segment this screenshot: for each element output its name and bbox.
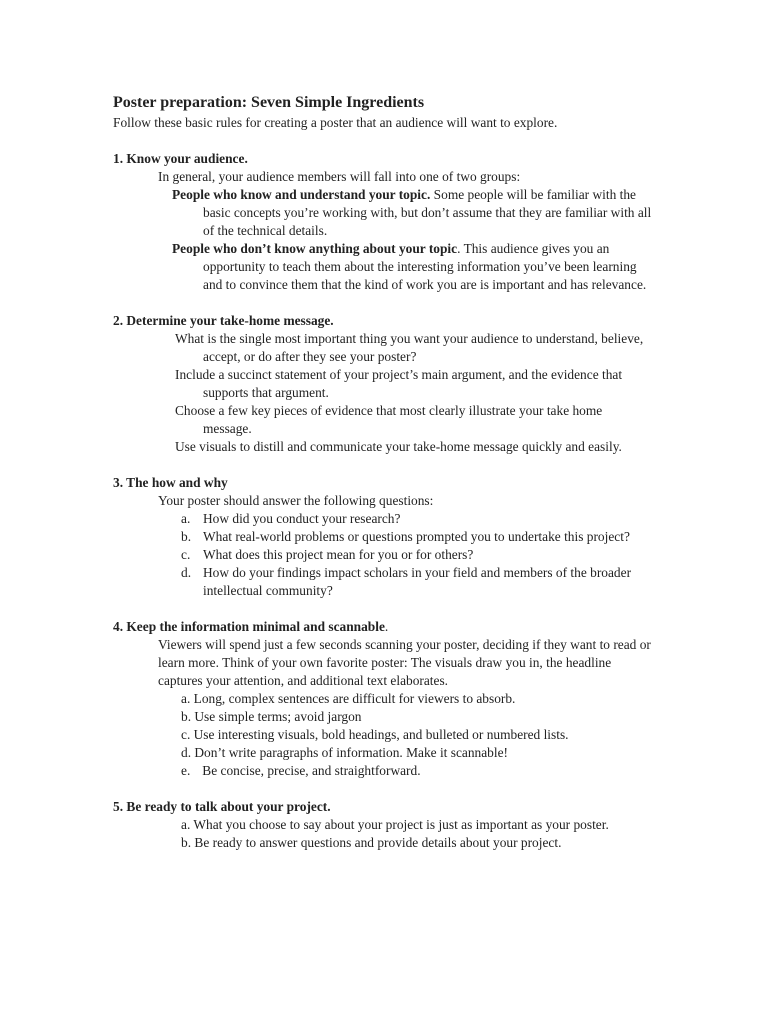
section-heading: 3. The how and why bbox=[113, 475, 228, 490]
list-item bbox=[181, 762, 653, 780]
section-lead: Viewers will spend just a few seconds scanning your poster, deciding if they want to read or learn more. Think of your own favorite poster: The visuals draw you in, the headline captures your attention, and additional text elaborates. bbox=[158, 637, 651, 688]
list-item: b. Use simple terms; avoid jargon bbox=[181, 709, 362, 724]
list-item: a. What you choose to say about your project is just as important as your poster. bbox=[181, 817, 609, 832]
list-item bbox=[113, 546, 653, 564]
section-lead: Your poster should answer the following questions: bbox=[158, 493, 434, 508]
section-lead: In general, your audience members will fall into one of two groups: bbox=[158, 169, 521, 184]
section-take-home-message bbox=[113, 312, 653, 456]
document-page bbox=[113, 93, 653, 852]
list-item: c. Use interesting visuals, bold headings, and bulleted or numbered lists. bbox=[181, 727, 569, 742]
section-heading bbox=[113, 618, 653, 636]
intro-text: Follow these basic rules for creating a poster that an audience will want to explore. bbox=[113, 115, 558, 130]
list-marker: c. bbox=[181, 547, 191, 562]
section-heading: 1. Know your audience. bbox=[113, 151, 248, 166]
list-item bbox=[113, 528, 653, 546]
group-description: Some people will be familiar with the basic concepts you’re working with, but don’t assume that they are familiar with all of the technical details. bbox=[203, 187, 652, 238]
list-item-text: What does this project mean for you or for others? bbox=[203, 547, 474, 562]
audience-group-unfamiliar bbox=[113, 240, 653, 294]
list-marker: b. bbox=[181, 529, 192, 544]
list-marker: a. bbox=[181, 511, 191, 526]
list-item-text: How do your findings impact scholars in your field and members of the broader intellectual community? bbox=[203, 565, 632, 598]
list-item-text: How did you conduct your research? bbox=[203, 511, 401, 526]
group-label: People who know and understand your topic. bbox=[172, 187, 431, 202]
section-how-and-why bbox=[113, 474, 653, 600]
section-heading: 5. Be ready to talk about your project. bbox=[113, 799, 331, 814]
section-minimal-scannable bbox=[113, 618, 653, 780]
group-label: People who don’t know anything about your topic bbox=[172, 241, 458, 256]
group-description: . This audience gives you an opportunity to teach them about the interesting information you’ve been learning and to convince them that the kind of work you are is important and has relevance. bbox=[203, 241, 647, 292]
list-item bbox=[113, 564, 653, 600]
section-talk-about-project bbox=[113, 798, 653, 852]
list-item: Include a succinct statement of your project’s main argument, and the evidence that supports that argument. bbox=[175, 367, 623, 400]
document-title: Poster preparation: Seven Simple Ingredients bbox=[113, 94, 425, 111]
list-marker: d. bbox=[181, 565, 192, 580]
section-know-audience bbox=[113, 150, 653, 294]
list-item: Choose a few key pieces of evidence that most clearly illustrate your take home message. bbox=[175, 403, 603, 436]
list-item: Use visuals to distill and communicate your take-home message quickly and easily. bbox=[175, 439, 622, 454]
section-heading-text: 4. Keep the information minimal and scannable bbox=[113, 619, 385, 634]
list-item bbox=[113, 510, 653, 528]
list-item-text: Be concise, precise, and straightforward. bbox=[202, 763, 421, 778]
section-heading-punct: . bbox=[384, 619, 389, 634]
list-item-text: What real-world problems or questions prompted you to undertake this project? bbox=[203, 529, 630, 544]
list-item: a. Long, complex sentences are difficult for viewers to absorb. bbox=[181, 691, 516, 706]
list-item: What is the single most important thing you want your audience to understand, believe, accept, or do after they see your poster? bbox=[175, 331, 644, 364]
list-marker: e. bbox=[181, 763, 191, 778]
list-item: d. Don’t write paragraphs of information. Make it scannable! bbox=[181, 745, 508, 760]
audience-group-knowledgeable bbox=[113, 186, 653, 240]
list-item: b. Be ready to answer questions and provide details about your project. bbox=[181, 835, 562, 850]
section-heading: 2. Determine your take-home message. bbox=[113, 313, 334, 328]
